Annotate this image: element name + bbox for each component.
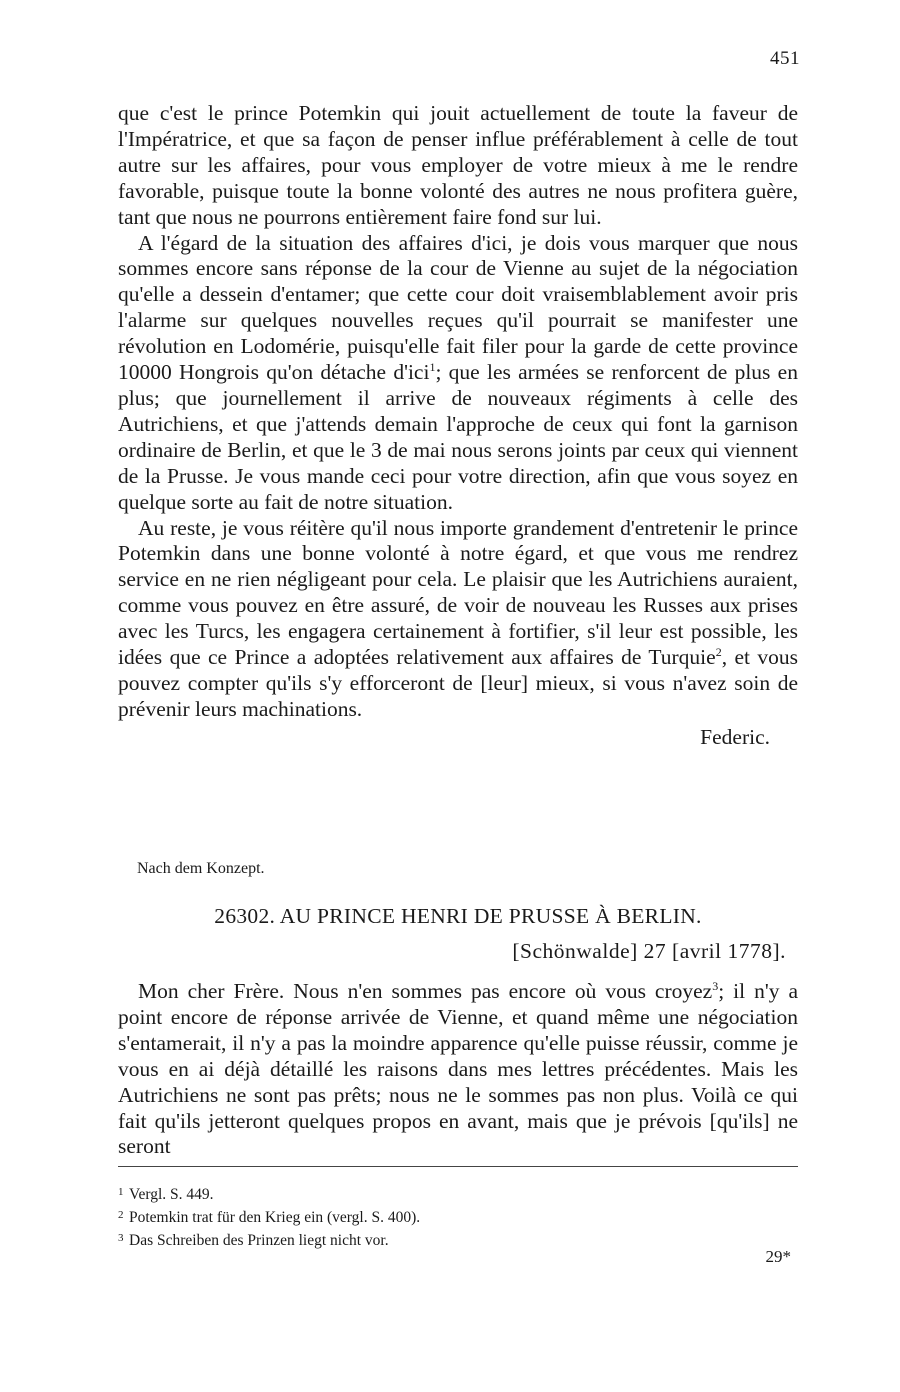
paragraph [118,516,798,723]
paragraph [118,979,798,1160]
paragraph-text: ; il n'y a point encore de réponse arrivée de Vienne, et quand même une négociation s'entamerait, il n'y a pas la moindre apparence qu'elle puisse réussir, comme je vous en ai déjà détaillé les raisons dans mes lettres précédentes. Mais les Autrichiens ne sont pas prêts; nous ne le sommes pas non plus. Voilà ce qui fait qu'ils jetteront quelques propos en avant, mais que je prévois [qu'ils] ne seront [118,979,798,1159]
footnote [118,1228,798,1251]
paragraph-text: Au reste, je vous réitère qu'il nous importe grandement d'entretenir le prince Potemkin dans une bonne volonté à notre égard, et que vous me rendrez service en ne rien négligeant pour cela. Le plaisir que les Autrichiens auraient, comme vous pouvez en être assuré, de voir de nouveau les Russes aux prises avec les Turcs, les engagera certainement à fortifier, s'il leur est possible, les idées que ce Prince a adoptées relativement aux affaires de Turquie [118,515,798,670]
footnote [118,1182,798,1205]
paragraph-text: Mon cher Frère. Nous n'en sommes pas encore où vous croyez [138,979,713,1003]
source-note: Nach dem Konzept. [137,860,265,877]
signature-mark: 29* [765,1247,791,1266]
footnote-ref: 1 [429,359,436,374]
letter-body [118,979,798,1160]
footnote-text: Vergl. S. 449. [129,1186,214,1203]
footnotes [118,1182,798,1251]
footnote-divider [118,1166,798,1167]
letter-date: [Schönwalde] 27 [avril 1778]. [512,939,786,963]
continued-letter-text [118,101,798,751]
footnote-text: Das Schreiben des Prinzen liegt nicht vor. [129,1232,389,1249]
footnote-ref: 2 [715,644,722,659]
paragraph-text: A l'égard de la situation des affaires d'ici, je dois vous marquer que nous sommes encore sans réponse de la cour de Vienne au sujet de la négociation qu'elle a dessein d'entamer; que cette cour doit vraisemblablement avoir pris l'alarme sur quelques nouvelles reçues qu'il pourrait se manifester une révolution en Lodomérie, puisqu'elle fait filer pour la garde de cette province 10000 Hongrois qu'on détache d'ici [118,230,798,385]
page-number: 451 [770,48,800,69]
footnote-number: 2 [118,1209,124,1221]
footnote-number: 3 [118,1232,124,1244]
paragraph-text: , et vous pouvez compter qu'ils s'y efforceront de [leur] mieux, si vous n'avez soin de prévenir leurs machinations. [118,645,799,721]
paragraph: que c'est le prince Potemkin qui jouit actuellement de toute la faveur de l'Impératrice, et que sa façon de penser influe préférablement à celle de tout autre sur les affaires, pour vous employer de votre mieux à me le rendre favorable, puisque toute la bonne volonté des autres ne nous profitera guère, tant que nous ne pourrons entièrement faire fond sur lui. [118,101,798,229]
paragraph-text: ; que les armées se renforcent de plus en plus; que journellement il arrive de nouveaux régiments à celle des Autrichiens, et que j'attends demain l'approche de ceux qui font la garnison ordinaire de Berlin, et que le 3 de mai nous serons joints par ceux qui viennent de la Prusse. Je vous mande ceci pour votre direction, afin que vous soyez en quelque sorte au fait de notre situation. [118,360,798,514]
footnote [118,1205,798,1228]
footnote-ref: 3 [712,978,719,993]
footnote-text: Potemkin trat für den Krieg ein (vergl. S. 400). [129,1209,421,1226]
footnote-number: 1 [118,1186,124,1198]
signature: Federic. [700,724,770,749]
paragraph [118,231,798,516]
letter-heading: 26302. AU PRINCE HENRI DE PRUSSE À BERLIN. [214,904,702,928]
